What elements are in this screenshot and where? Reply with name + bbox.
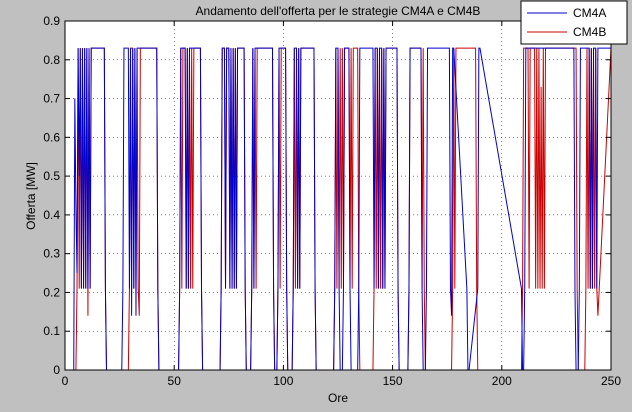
y-tick-label: 0.8 — [43, 52, 60, 67]
x-tick-label: 150 — [382, 374, 403, 388]
legend — [521, 1, 627, 44]
y-tick-label: 0.7 — [43, 91, 60, 106]
y-tick-label: 0.6 — [43, 130, 60, 145]
y-tick-label: 0.2 — [43, 285, 60, 300]
x-tick-label: 50 — [167, 374, 181, 388]
x-tick-label: 100 — [273, 374, 294, 388]
legend-label-cm4a: CM4A — [573, 6, 607, 20]
legend-label-cm4b: CM4B — [573, 25, 607, 39]
x-tick-label: 0 — [61, 374, 69, 388]
y-tick-label: 0.3 — [43, 246, 60, 261]
y-axis-label: Offerta [MW] — [24, 162, 38, 230]
y-tick-label: 0.4 — [43, 207, 60, 222]
x-tick-label: 200 — [491, 374, 512, 388]
y-tick-label: 0.1 — [43, 324, 60, 339]
y-tick-label: 0 — [53, 363, 60, 377]
x-axis-label: Ore — [327, 391, 349, 405]
chart-title: Andamento dell'offerta per le strategie CM4A e CM4B — [195, 4, 481, 18]
y-tick-label: 0.5 — [43, 169, 60, 184]
x-tick-label: 250 — [600, 374, 622, 388]
y-tick-label: 0.9 — [43, 14, 60, 28]
